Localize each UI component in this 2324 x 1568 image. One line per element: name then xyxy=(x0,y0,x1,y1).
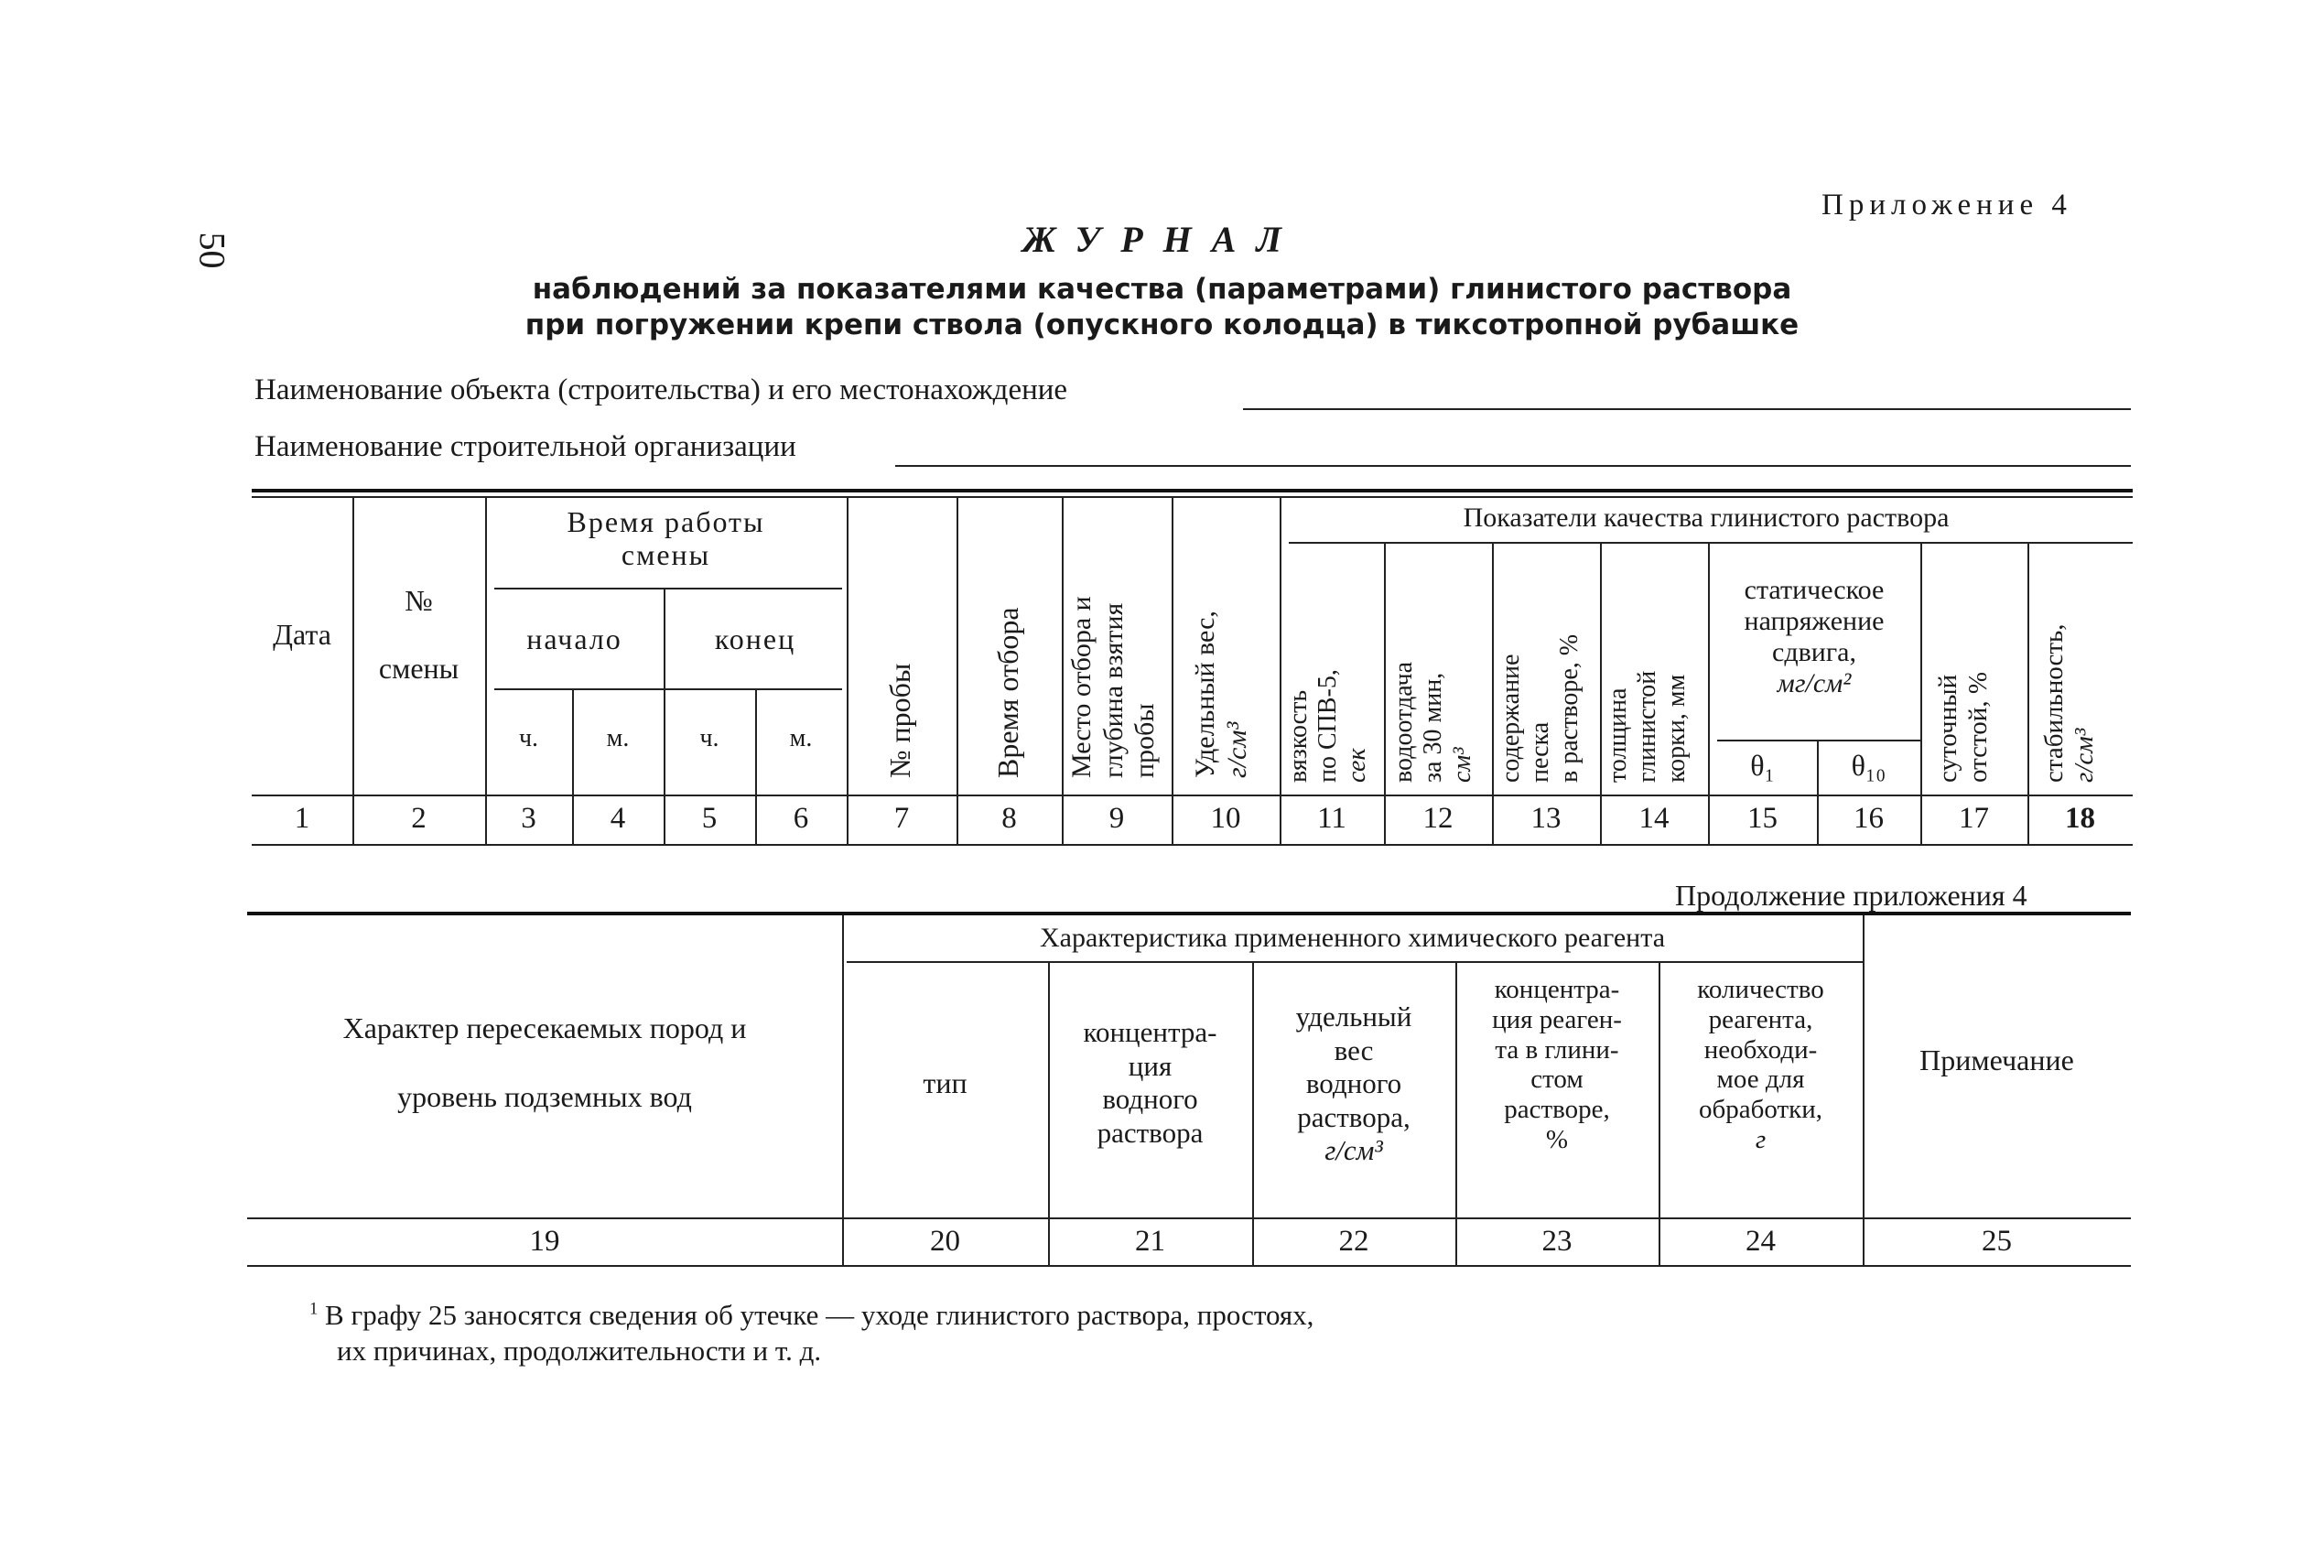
col-theta10-header: θ₁₀ xyxy=(1851,749,1886,782)
col-number-21: 21 xyxy=(1135,1225,1165,1258)
subtitle-line-1: наблюдений за показателями качества (параметрами) глинистого раствора xyxy=(532,273,1792,306)
col-worktime-header-1: Время работы xyxy=(567,505,765,538)
col-start-hours: ч. xyxy=(518,724,539,752)
col-sample-time-header: Время отбора xyxy=(991,607,1024,778)
col-number-25: 25 xyxy=(1982,1225,2012,1258)
col-crust-header: толщина глинистой корки, мм xyxy=(1604,670,1692,783)
page-title: ЖУРНАЛ xyxy=(1022,219,1302,260)
col-place-header: Место отбора и глубина взятия пробы xyxy=(1066,596,1160,778)
col-sw-water-header: удельный вес водного раствора, г/см³ xyxy=(1295,1000,1412,1167)
col-number-23: 23 xyxy=(1541,1225,1573,1258)
col-number-20: 20 xyxy=(930,1225,960,1258)
col-sand-header: содержание песка в растворе, % xyxy=(1497,633,1584,783)
col-sample-no-header: № пробы xyxy=(883,663,916,778)
appendix-label: Приложение 4 xyxy=(1821,189,2072,222)
col-settle-header: суточный отстой, % xyxy=(1933,672,1994,783)
col-theta1-header: θ₁ xyxy=(1750,749,1775,782)
col-end-header: конец xyxy=(714,622,796,655)
object-name-label: Наименование объекта (строительства) и его местонахождение xyxy=(254,373,1068,406)
col-amount-header: количество реагента, необходи- мое для обработки, г xyxy=(1697,975,1824,1154)
col-end-hours: ч. xyxy=(699,724,719,752)
col-number-15: 15 xyxy=(1747,802,1778,835)
col-number-19: 19 xyxy=(529,1225,560,1258)
footnote-line-1: В графу 25 заносятся сведения об утечке — уходе глинистого раствора, простоях, xyxy=(325,1299,1314,1331)
col-number-16: 16 xyxy=(1854,802,1884,835)
col-end-minutes: м. xyxy=(789,724,813,752)
col-conc-water-header: концентра- ция водного раствора xyxy=(1083,1016,1217,1149)
col-note-header: Примечание xyxy=(1919,1044,2074,1076)
organization-name-line[interactable] xyxy=(895,465,2131,467)
col-start-header: начало xyxy=(526,622,622,655)
organization-name-label: Наименование строительной организации xyxy=(254,430,796,463)
col-number-3: 3 xyxy=(521,802,536,835)
col-specific-weight-header: Удельный вес, г/см³ xyxy=(1190,611,1252,778)
col-number-24: 24 xyxy=(1746,1225,1776,1258)
col-date-header: Дата xyxy=(273,618,331,651)
col-number-8: 8 xyxy=(1001,802,1017,835)
col-number-18: 18 xyxy=(2065,802,2095,835)
col-shear-header: статическое напряжение сдвига, мг/см² xyxy=(1744,575,1885,698)
continuation-label: Продолжение приложения 4 xyxy=(1675,879,2027,912)
quality-group-header: Показатели качества глинистого раствора xyxy=(1463,503,1950,533)
page-number: 50 xyxy=(191,232,233,269)
col-number-13: 13 xyxy=(1530,802,1562,835)
col-type-header: тип xyxy=(923,1066,967,1099)
col-number-2: 2 xyxy=(411,802,427,835)
col-shift-no-symbol: № xyxy=(405,584,433,617)
col-number-6: 6 xyxy=(793,802,809,835)
col-water-loss-header: водоотдача за 30 мин, см³ xyxy=(1389,661,1477,783)
col-start-minutes: м. xyxy=(606,724,630,752)
col-shift-no-label: смены xyxy=(378,652,459,685)
col-stability-header: стабильность, г/см³ xyxy=(2039,623,2100,783)
footnote xyxy=(309,1298,1313,1369)
col-number-10: 10 xyxy=(1210,802,1241,835)
col-number-14: 14 xyxy=(1638,802,1670,835)
col-number-12: 12 xyxy=(1422,802,1454,835)
col-number-4: 4 xyxy=(610,802,626,835)
col-number-7: 7 xyxy=(893,802,910,835)
col-worktime-header-2: смены xyxy=(621,538,711,571)
footnote-mark: 1 xyxy=(309,1299,319,1319)
col-conc-clay-header: концентра- ция реаген- та в глини- стом растворе, % xyxy=(1492,975,1622,1154)
col-rocks-header-2: уровень подземных вод xyxy=(397,1080,692,1113)
col-number-9: 9 xyxy=(1108,802,1125,835)
col-number-22: 22 xyxy=(1338,1225,1369,1258)
reagent-group-header: Характеристика примененного химического реагента xyxy=(1039,923,1666,953)
col-rocks-header-1: Характер пересекаемых пород и xyxy=(342,1011,747,1044)
col-number-11: 11 xyxy=(1317,802,1346,835)
col-number-5: 5 xyxy=(701,802,718,835)
col-number-17: 17 xyxy=(1959,802,1989,835)
col-number-1: 1 xyxy=(294,802,310,835)
col-viscosity-header: вязкость по СПВ-5, сек xyxy=(1284,669,1372,783)
object-name-line[interactable] xyxy=(1243,408,2131,410)
subtitle-line-2: при погружении крепи ствола (опускного колодца) в тиксотропной рубашке xyxy=(524,308,1800,341)
footnote-line-2: их причинах, продолжительности и т. д. xyxy=(337,1334,822,1367)
